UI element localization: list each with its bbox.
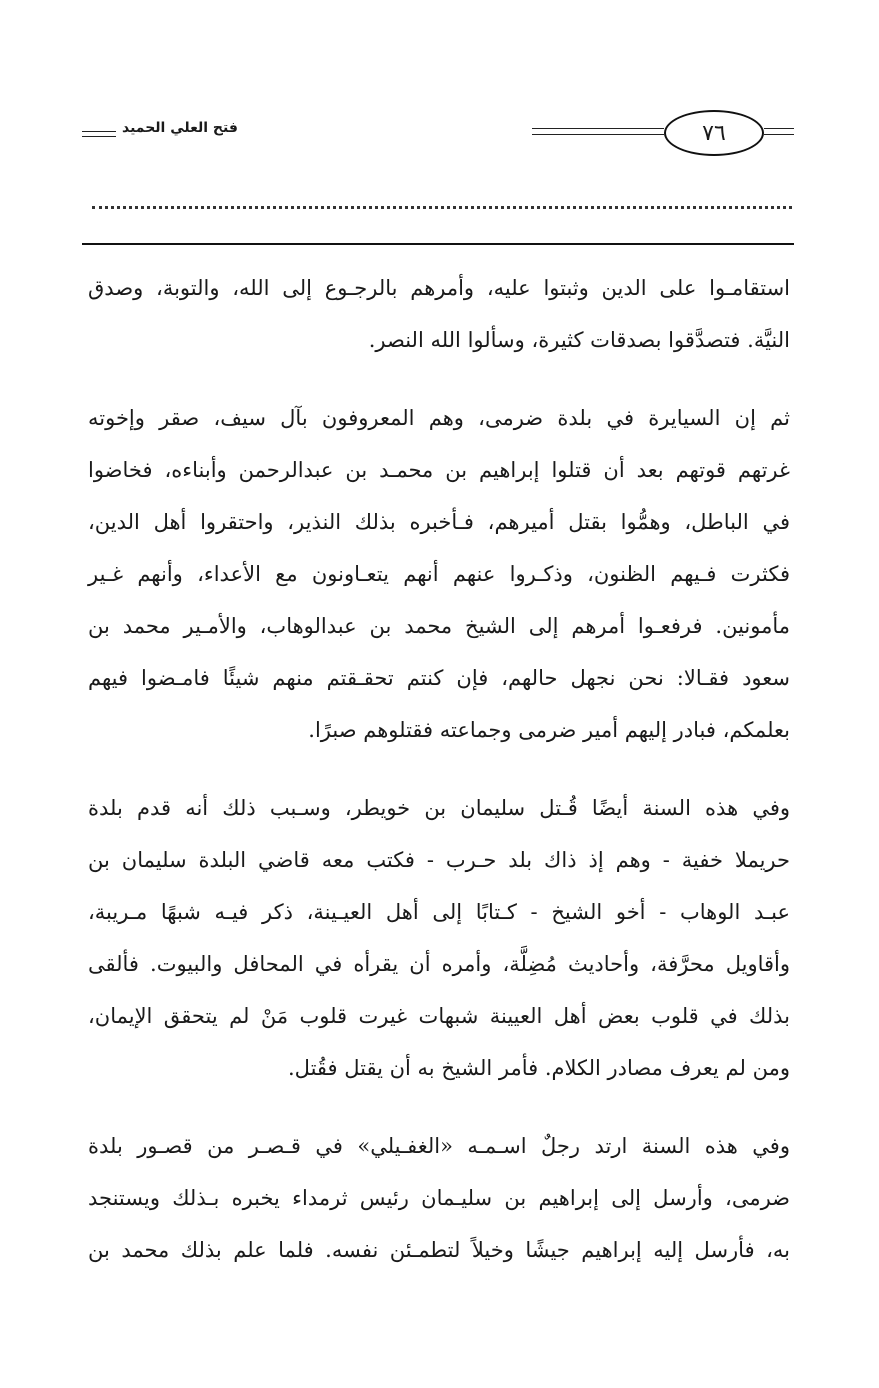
text-line: وفي هذه السنة ارتد رجلٌ اسـمـه «الغفـيلي» في قـصـر من قصـور بلدة xyxy=(88,1134,790,1158)
text-line: بعلمكم، فبادر إليهم أمير ضرمى وجماعته فقتلوهم صبرًا. xyxy=(308,718,790,742)
text-line: النيَّة. فتصدَّقوا بصدقات كثيرة، وسألوا الله النصر. xyxy=(368,328,790,352)
title-ornament-rule xyxy=(82,131,116,132)
text-line: استقامـوا على الدين وثبتوا عليه، وأمرهم بالرجـوع إلى الله، والتوبة، وصدق xyxy=(88,276,790,300)
body-text xyxy=(88,262,790,1302)
header-separator xyxy=(82,243,794,245)
text-line: حريملا خفية - وهم إذ ذاك بلد حـرب - فكتب معه قاضي البلدة سليمان بن xyxy=(88,848,790,872)
page-number-rule xyxy=(764,128,794,129)
page-number-rule xyxy=(532,128,664,129)
text-line: غرتهم قوتهم بعد أن قتلوا إبراهيم بن محمـد بن عبدالرحمن وأبناءه، فخاضوا xyxy=(88,458,790,482)
text-line: ومن لم يعرف مصادر الكلام. فأمر الشيخ به أن يقتل فقُتل. xyxy=(287,1056,790,1080)
text-line: مأمونين. فرفعـوا أمرهم إلى الشيخ محمد بن عبدالوهاب، والأمـير محمد بن xyxy=(88,614,790,638)
paragraph xyxy=(88,782,790,1094)
text-line: عبـد الوهاب - أخو الشيخ - كـتابًا إلى أهل العيـينة، ذكر فيـه شبهًا مـريبة، xyxy=(88,900,790,924)
page-number: ٧٦ xyxy=(702,120,726,146)
paragraph xyxy=(88,262,790,366)
page-number-rule xyxy=(764,134,794,135)
text-line: فكثرت فـيهم الظنون، وذكـروا عنهم أنهم يتعـاونون مع الأعداء، وأنهم غـير xyxy=(88,562,790,586)
title-ornament-rule xyxy=(82,136,116,137)
text-line: وأقاويل محرَّفة، وأحاديث مُضِلَّة، وأمره أن يقرأه في المحافل والبيوت. فألقى xyxy=(88,952,790,976)
text-line: وفي هذه السنة أيضًا قُـتل سليمان بن خويطر، وسـبب ذلك أنه قدم بلدة xyxy=(88,796,790,820)
text-line: به، فأرسل إليه إبراهيم جيشًا وخيلاً لتطمـئن نفسه. فلما علم بذلك محمد بن xyxy=(88,1238,790,1262)
book-title: فتح العلي الحميد xyxy=(122,120,238,136)
text-line: بذلك في قلوب بعض أهل العيينة شبهات غيرت قلوب مَنْ لم يتحقق الإيمان، xyxy=(88,1004,790,1028)
text-line: في الباطل، وهمُّوا بقتل أميرهم، فـأخبره بذلك النذير، واحتقروا أهل الدين، xyxy=(88,510,790,534)
text-line: ثم إن السيايرة في بلدة ضرمى، وهم المعروفون بآل سيف، صقر وإخوته xyxy=(88,406,790,430)
paragraph xyxy=(88,1120,790,1276)
text-line: ضرمى، وأرسل إلى إبراهيم بن سليـمان رئيس ثرمداء يخبره بـذلك ويستنجد xyxy=(88,1186,790,1210)
text-line: سعود فقـالا: نحن نجهل حالهم، فإن كنتم تحقـقتم منهم شيئًا فامـضوا فيهم xyxy=(88,666,790,690)
page-number-oval xyxy=(664,110,764,156)
paragraph xyxy=(88,392,790,756)
page-header xyxy=(0,0,879,260)
page-number-rule xyxy=(532,134,664,135)
dotted-separator xyxy=(92,206,792,209)
